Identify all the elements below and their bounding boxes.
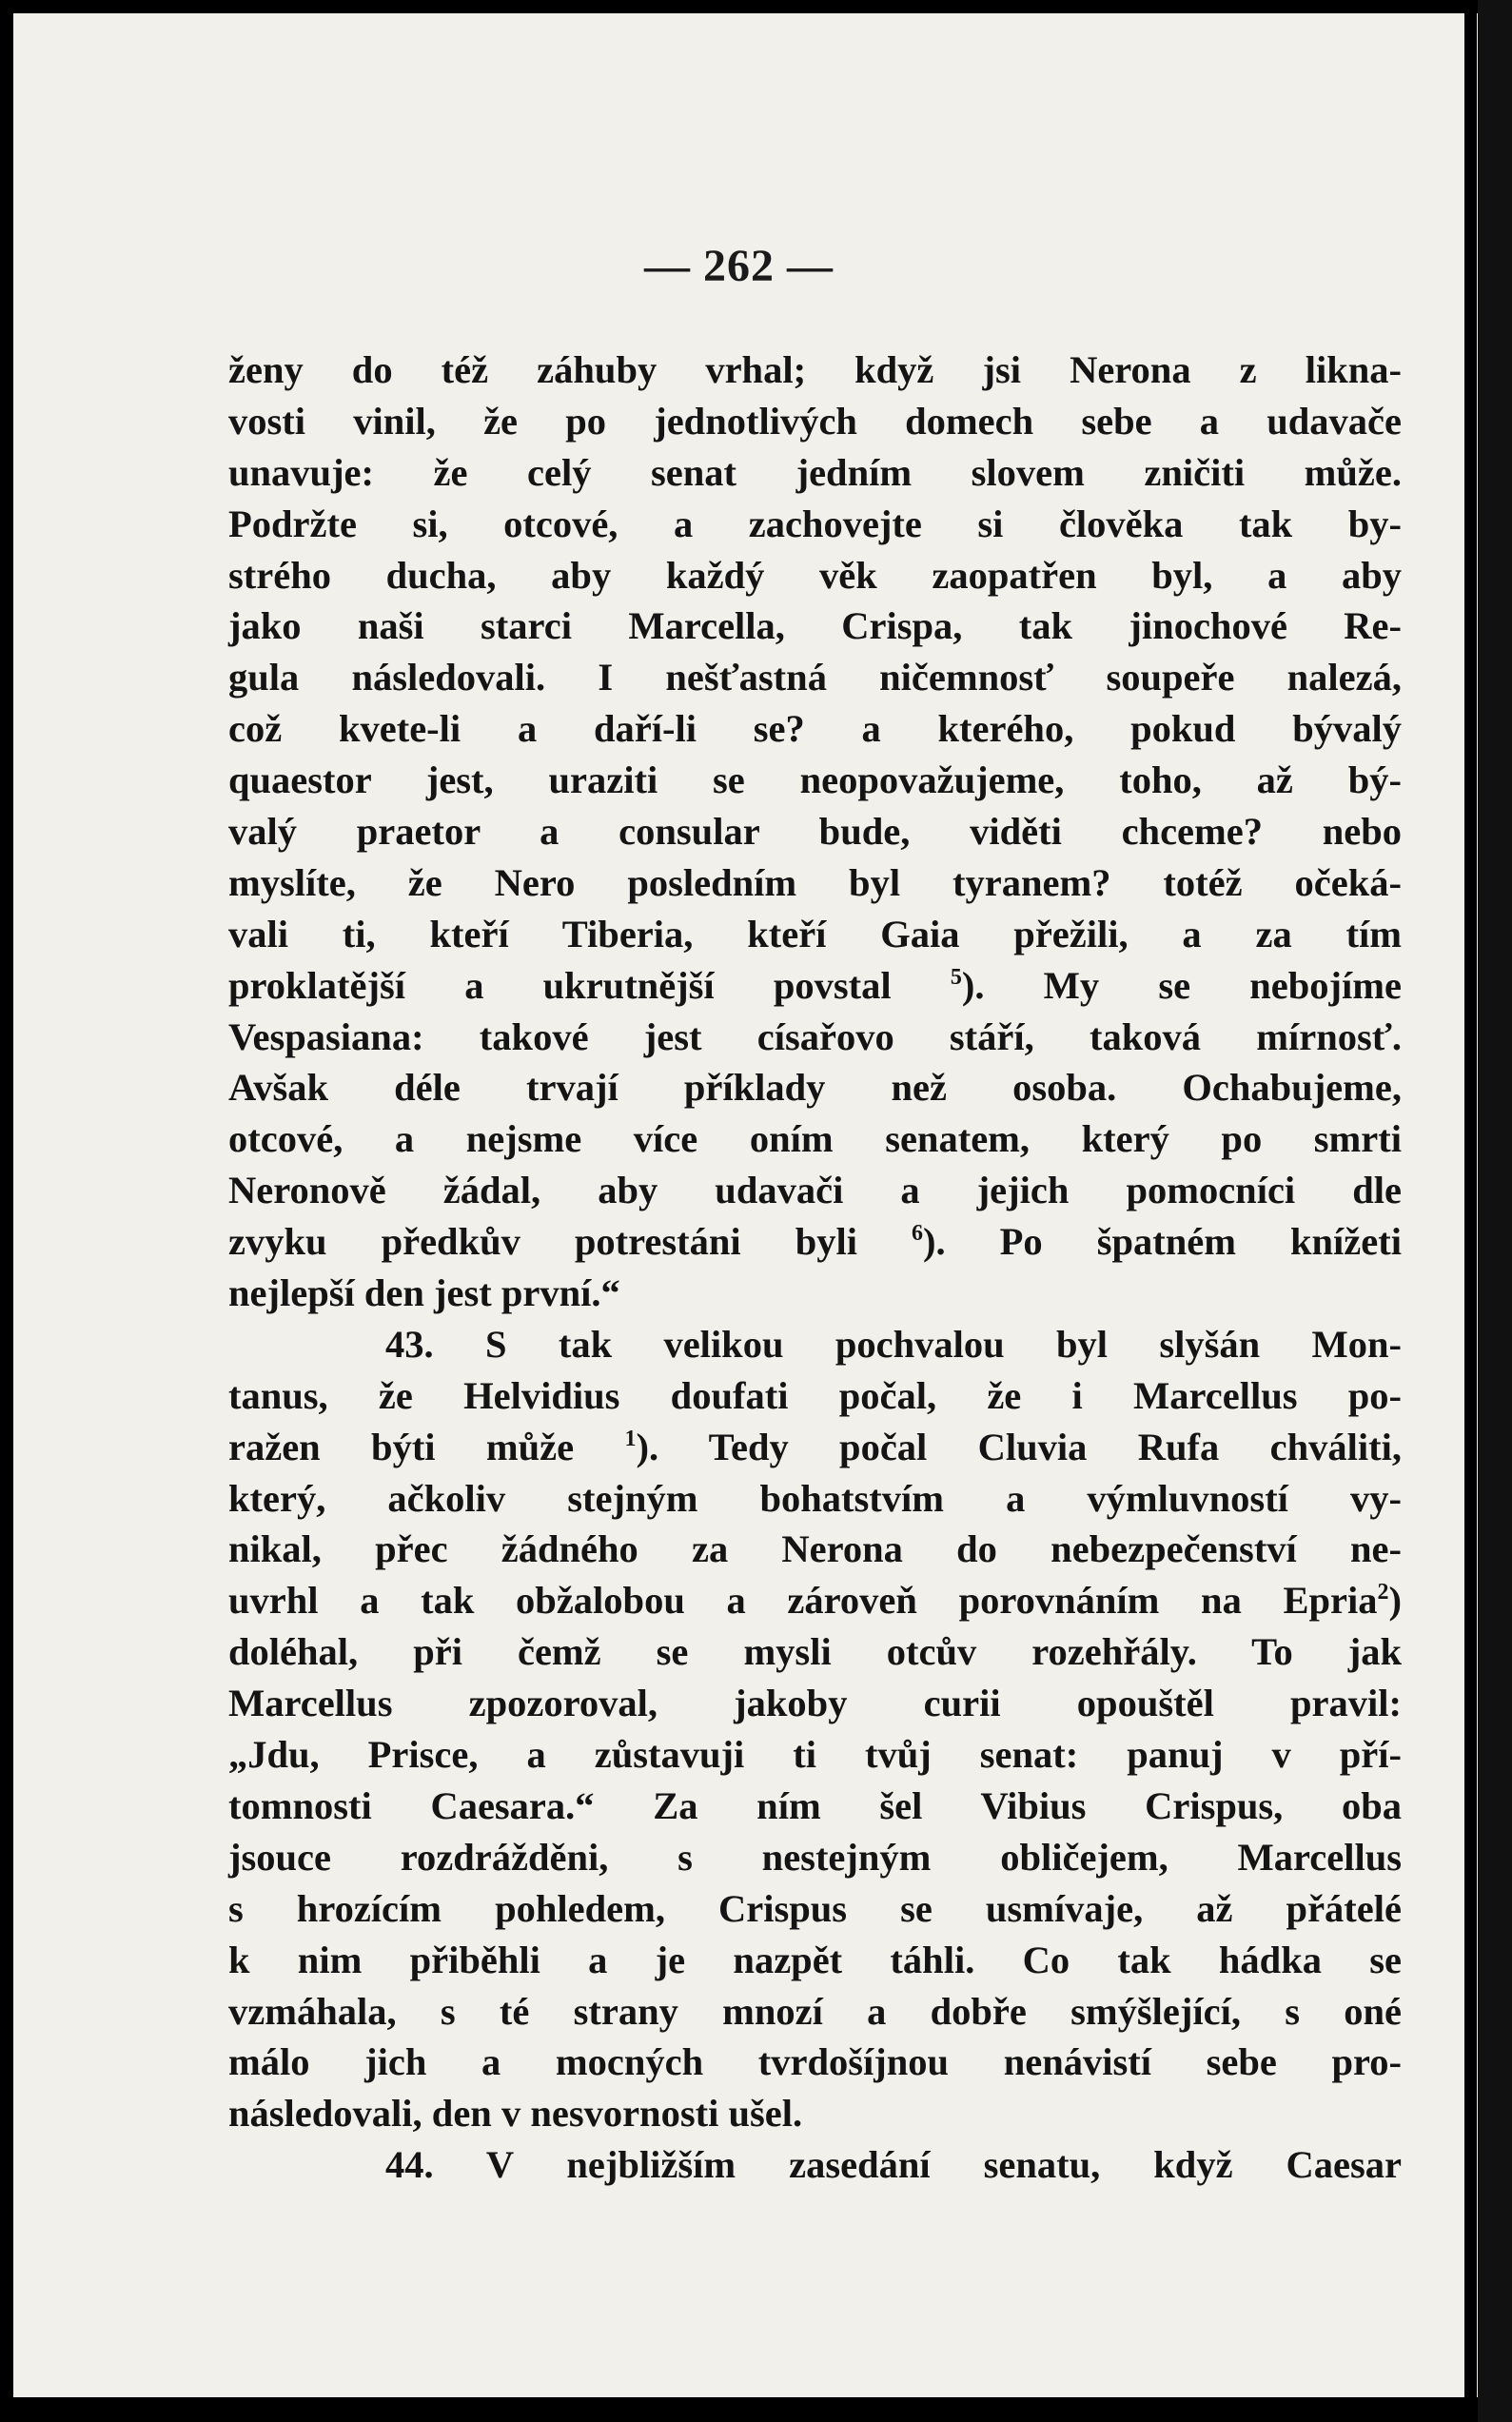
text-line: valý praetor a consular bude, viděti chceme? nebo — [228, 810, 1402, 854]
line-text: proklatější a ukrutnější povstal — [228, 963, 892, 1007]
text-line-with-footnote — [228, 1575, 1402, 1626]
text-line: otcové, a nejsme více oním senatem, který po smrti — [228, 1117, 1402, 1161]
footnote-mark: 1 — [624, 1426, 637, 1451]
text-line: doléhal, při čemž se mysli otcův rozehřály. To jak — [228, 1630, 1402, 1674]
text-line: nikal, přec žádného za Nerona do nebezpečenství ne- — [228, 1527, 1402, 1571]
text-line: ženy do též záhuby vrhal; když jsi Nerona z likna- — [228, 348, 1402, 391]
footnote-mark: 6 — [912, 1221, 924, 1247]
text-line: k nim přiběhli a je nazpět táhli. Co tak hádka se — [228, 1938, 1402, 1981]
text-line: vzmáhala, s té strany mnozí a dobře smýšlející, s oné — [228, 1989, 1402, 2033]
line-text-after: ) — [1388, 1579, 1402, 1623]
text-line: Podržte si, otcové, a zachovejte si člověka tak by- — [228, 502, 1402, 545]
text-line: málo jich a mocných tvrdošíjnou nenávistí sebe pro- — [228, 2040, 1402, 2084]
text-line: následovali, den v nesvornosti ušel. — [228, 2092, 803, 2136]
text-line-with-footnote — [228, 1216, 1402, 1268]
text-line: Neronově žádal, aby udavači a jejich pomocníci dle — [228, 1169, 1402, 1212]
line-text-after: ). My se nebojíme — [961, 963, 1402, 1007]
text-line: jsouce rozdrážděni, s nestejným obličejem, Marcellus — [228, 1835, 1402, 1879]
text-line: jako naši starci Marcella, Crispa, tak jinochové Re- — [228, 604, 1402, 648]
text-line: strého ducha, aby každý věk zaopatřen byl, a aby — [228, 553, 1402, 597]
text-line: Avšak déle trvají příklady než osoba. Ochabujeme, — [228, 1066, 1402, 1110]
text-line: unavuje: že celý senat jedním slovem zničiti může. — [228, 450, 1402, 494]
line-text: ražen býti může — [228, 1425, 575, 1468]
text-line: quaestor jest, uraziti se neopovažujeme, toho, až bý- — [228, 758, 1402, 802]
text-line: což kvete-li a daří-li se? a kterého, pokud bývalý — [228, 707, 1402, 751]
text-line: tanus, že Helvidius doufati počal, že i Marcellus po- — [228, 1373, 1402, 1417]
footnote-mark: 5 — [950, 964, 962, 990]
line-text: uvrhl a tak obžalobou a zároveň porovnáním na Epria — [228, 1579, 1378, 1623]
footnote-mark: 2 — [1377, 1580, 1389, 1605]
book-page — [13, 13, 1464, 2397]
scan-border — [1478, 0, 1512, 2422]
text-line: vali ti, kteří Tiberia, kteří Gaia přežili, a za tím — [228, 912, 1402, 955]
paragraph-start-43: 43. S tak velikou pochvalou byl slyšán Mon- — [385, 1322, 1402, 1366]
text-line: který, ačkoliv stejným bohatstvím a výmluvností vy- — [228, 1476, 1402, 1520]
text-line-with-footnote — [228, 1422, 1402, 1473]
text-line: gula následovali. I nešťastná ničemnosť soupeře nalezá, — [228, 656, 1402, 699]
page-number: — 262 — — [644, 241, 834, 291]
line-text-after: ). Tedy počal Cluvia Rufa chváliti, — [636, 1425, 1402, 1468]
text-line: nejlepší den jest první.“ — [228, 1271, 620, 1315]
text-line: Marcellus zpozoroval, jakoby curii opouštěl pravil: — [228, 1682, 1402, 1725]
text-line-with-footnote — [228, 960, 1402, 1012]
line-text-after: ). Po špatném knížeti — [923, 1220, 1403, 1264]
text-line: Vespasiana: takové jest císařovo stáří, taková mírnosť. — [228, 1014, 1402, 1058]
text-line: s hrozícím pohledem, Crispus se usmívaje, až přátelé — [228, 1886, 1402, 1930]
text-line: „Jdu, Prisce, a zůstavuji ti tvůj senat: panuj v pří- — [228, 1733, 1402, 1777]
text-line: vosti vinil, že po jednotlivých domech sebe a udavače — [228, 399, 1402, 443]
paragraph-start-44: 44. V nejbližším zasedání senatu, když Caesar — [385, 2143, 1402, 2187]
text-line: myslíte, že Nero posledním byl tyranem? totéž očeká- — [228, 860, 1402, 904]
text-line: tomnosti Caesara.“ Za ním šel Vibius Crispus, oba — [228, 1783, 1402, 1827]
line-text: zvyku předkův potrestáni byli — [228, 1220, 857, 1264]
body-text — [228, 345, 1402, 2191]
